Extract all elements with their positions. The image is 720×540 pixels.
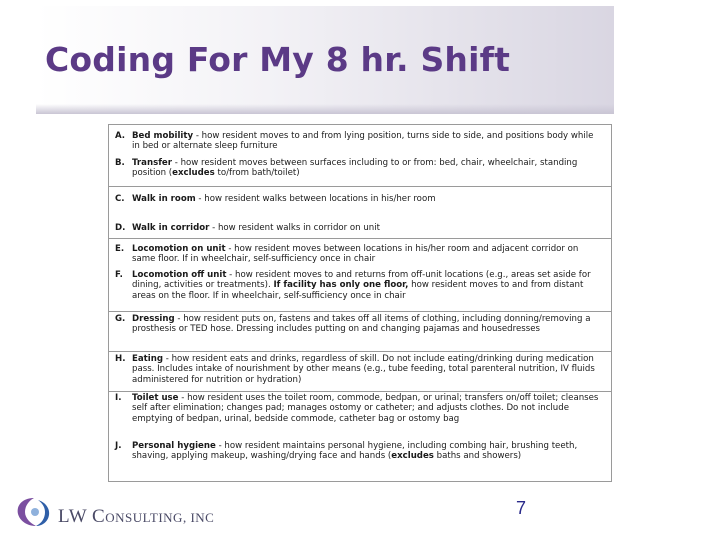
item-term: Locomotion on unit xyxy=(132,244,226,254)
item-text-continued: to/from bath/toilet) xyxy=(214,168,300,179)
item-emphasis: excludes xyxy=(172,168,215,179)
item-text: - how resident walks between locations in his/her room xyxy=(195,194,436,204)
company-name xyxy=(58,506,214,528)
item-text: - how resident uses the toilet room, commode, bedpan, or urinal; transfers on/off toilet; cleanses self after elimination; changes pad; manages ostomy or catheter; and adjusts clothes. Do not include emptying of bedpan, urinal, bedside commode, catheter bag or ostomy bag xyxy=(132,393,599,424)
list-item-h xyxy=(115,354,603,385)
item-text: - how resident moves to and returns from off-unit locations (e.g., areas set aside for dining, activities or treatments). xyxy=(132,270,591,291)
slide-title: Coding For My 8 hr. Shift xyxy=(45,40,511,79)
table-row xyxy=(109,392,611,481)
item-term: Toilet use xyxy=(132,393,179,403)
item-text: - how resident moves between surfaces including to or from: bed, chair, wheelchair, standing position ( xyxy=(132,158,578,179)
item-text: - how resident eats and drinks, regardless of skill. Do not include eating/drinking during medication pass. Includes intake of nourishment by other means (e.g., tube feeding, total parenteral nutrition, IV fluids administered for nutrition or hydration) xyxy=(132,354,595,385)
item-letter: I. xyxy=(115,393,122,403)
brand-onsulting: ONSULTING xyxy=(105,510,183,525)
item-term: Locomotion off unit xyxy=(132,270,227,280)
list-item-c xyxy=(115,194,603,204)
item-text-continued: baths and showers) xyxy=(433,451,522,462)
item-term: Walk in room xyxy=(132,194,196,204)
list-item-a xyxy=(115,131,603,152)
item-text-continued: how resident moves to and from distant areas on the floor. If in wheelchair, self-sufficiency once in chair xyxy=(132,280,584,301)
item-text: - how resident moves to and from lying position, turns side to side, and positions body while in bed or alternate sleep furniture xyxy=(132,131,594,152)
item-term: Bed mobility xyxy=(132,131,194,141)
item-letter: C. xyxy=(115,194,125,204)
item-letter: A. xyxy=(115,131,126,141)
list-item-b xyxy=(115,158,603,179)
item-term: Personal hygiene xyxy=(132,441,216,451)
item-term: Transfer xyxy=(132,158,172,168)
brand-sep: , xyxy=(182,510,191,525)
brand-inc: INC xyxy=(190,510,215,525)
item-letter: G. xyxy=(115,314,126,324)
item-letter: H. xyxy=(115,354,126,364)
brand-lw: LW xyxy=(58,506,93,527)
item-letter: J. xyxy=(115,441,122,451)
item-letter: E. xyxy=(115,244,125,254)
table-row xyxy=(109,352,611,392)
table-row xyxy=(109,187,611,239)
page-number: 7 xyxy=(516,498,527,518)
item-emphasis: If facility has only one floor, xyxy=(273,280,409,291)
item-text: - how resident moves between locations in his/her room and adjacent corridor on same floor. If in wheelchair, self-sufficiency once in chair xyxy=(132,244,579,265)
lw-consulting-logo-icon xyxy=(14,496,54,528)
list-item-i xyxy=(115,393,603,424)
list-item-j xyxy=(115,441,603,462)
item-text: - how resident puts on, fastens and takes off all items of clothing, including donning/removing a prosthesis or TED hose. Dressing includes putting on and changing pajamas and housedresses xyxy=(132,314,591,335)
item-letter: F. xyxy=(115,270,123,280)
item-letter: B. xyxy=(115,158,125,168)
item-term: Walk in corridor xyxy=(132,223,210,233)
adl-definitions-table xyxy=(108,124,612,482)
list-item-f xyxy=(115,270,603,301)
item-letter: D. xyxy=(115,223,126,233)
item-term: Eating xyxy=(132,354,163,364)
list-item-e xyxy=(115,244,603,265)
table-row xyxy=(109,125,611,187)
item-text: - how resident walks in corridor on unit xyxy=(209,223,381,233)
item-term: Dressing xyxy=(132,314,175,324)
item-text: - how resident maintains personal hygiene, including combing hair, brushing teeth, shaving, applying makeup, washing/drying face and hands ( xyxy=(132,441,578,462)
table-row xyxy=(109,239,611,312)
list-item-d xyxy=(115,223,603,233)
list-item-g xyxy=(115,314,603,335)
brand-c: C xyxy=(92,506,106,527)
table-row xyxy=(109,312,611,352)
item-emphasis: excludes xyxy=(391,451,434,462)
